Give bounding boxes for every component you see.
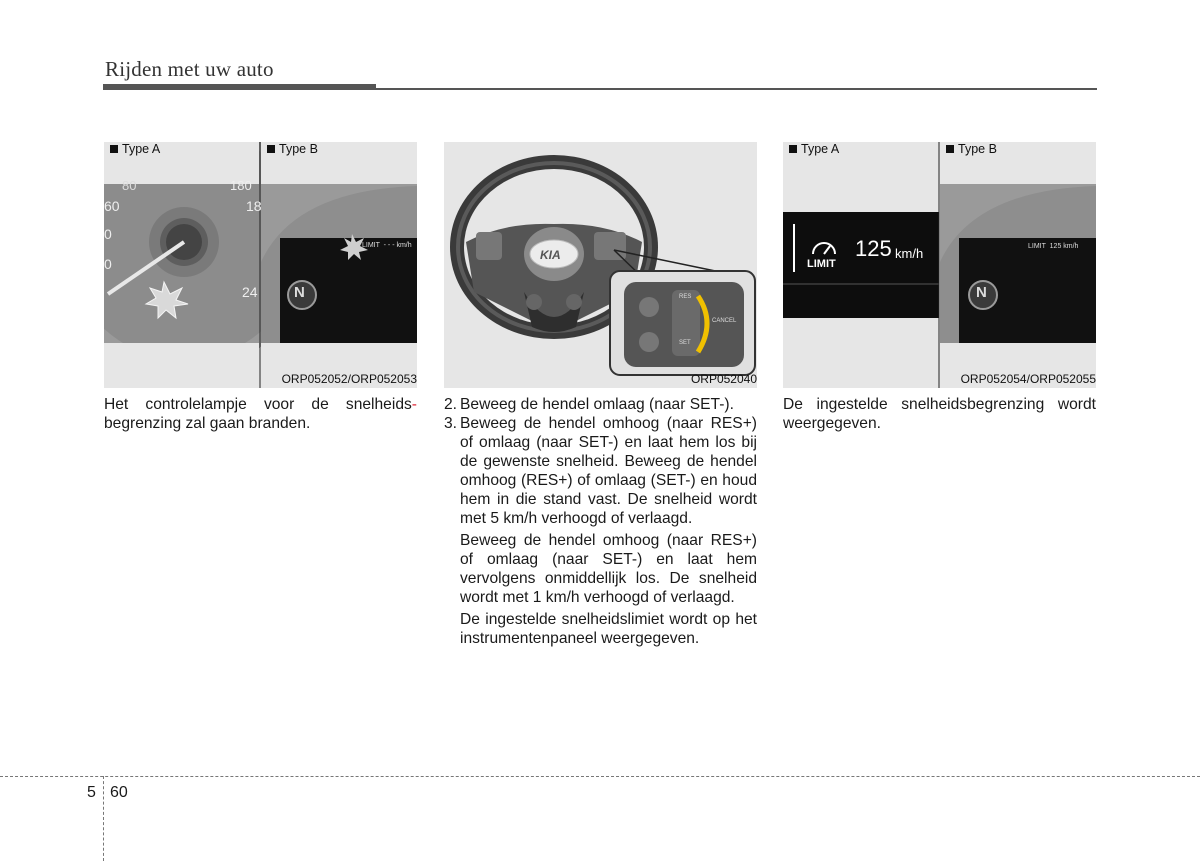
- step-2: 2. Beweeg de hendel omlaag (naar SET-).: [444, 396, 734, 413]
- square-bullet-icon: [110, 145, 118, 153]
- header-title: Rijden met uw auto: [105, 57, 274, 81]
- figure-1-type-a-label: Type A: [110, 142, 160, 156]
- step-3: 3. Beweeg de hendel omhoog (naar RES+) of omlaag (naar SET-) en laat hem los bij de gewenste snelheid. Beweeg de hendel omhoog (RES+) of omlaag (SET-) en houd hem in die stand vast. De snelheid wordt met 5 km/h verhoogd of verlaagd.: [444, 415, 757, 527]
- header-rule-thick: [103, 84, 376, 90]
- step-3-paragraph-2: De ingestelde snelheidslimiet wordt op het instrumentenpaneel weergegeven.: [460, 611, 757, 647]
- figure-1: [104, 142, 417, 388]
- square-bullet-icon: [789, 145, 797, 153]
- figure-2: [444, 142, 757, 388]
- gauge-tick-24: 24: [242, 284, 258, 300]
- cluster-limit-display-text: LIMIT - - - km/h: [362, 242, 412, 249]
- figure-3-type-a-label: Type A: [789, 142, 839, 156]
- page-chapter-number: 5: [87, 784, 96, 801]
- gauge-tick-180: 180: [230, 178, 252, 193]
- page-number: 60: [110, 784, 128, 801]
- figure-2-code: ORP052040: [690, 372, 757, 386]
- gauge-tick-0a: 0: [104, 226, 112, 242]
- cluster-limit-small-text: LIMIT 125 km/h: [1028, 243, 1079, 250]
- header-rule-thin: [376, 88, 1097, 90]
- square-bullet-icon: [946, 145, 954, 153]
- square-bullet-icon: [267, 145, 275, 153]
- figure-3-code: ORP052054/ORP052055: [960, 372, 1096, 386]
- footer-vertical-rule: [103, 776, 104, 861]
- gauge-tick-18: 18: [246, 198, 262, 214]
- figure-1-illustration: [104, 142, 417, 388]
- gauge-tick-0b: 0: [104, 256, 112, 272]
- steering-wheel-illustration: [444, 142, 757, 388]
- footer-rule: [0, 776, 1200, 777]
- figure-1-type-b-label: Type B: [267, 142, 318, 156]
- limit-label: LIMIT: [807, 258, 836, 270]
- column1-text: Het controlelampje voor de snelheids- begrenzing zal gaan branden.: [104, 396, 417, 432]
- switch-res-label: RES: [679, 294, 692, 300]
- column3-text: De ingestelde snelheidsbegrenzing wordt weergegeven.: [783, 396, 1096, 432]
- gear-indicator-n: N: [294, 284, 305, 301]
- gear-indicator-n: N: [976, 284, 987, 301]
- speed-value: 125: [855, 236, 892, 261]
- switch-set-label: SET: [679, 340, 691, 346]
- figure-1-code: ORP052052/ORP052053: [281, 372, 417, 386]
- switch-cancel-label: CANCEL: [712, 318, 737, 324]
- gauge-tick-60: 60: [104, 198, 120, 214]
- column2-text: [444, 395, 757, 648]
- speed-unit: km/h: [895, 246, 924, 261]
- step-3-paragraph-1: Beweeg de hendel omhoog (naar RES+) of omlaag (naar SET-) en laat hem vervolgens onmiddellijk los. De snelheid wordt met 1 km/h verhoogd of verlaagd.: [460, 532, 757, 606]
- figure-3-type-b-label: Type B: [946, 142, 997, 156]
- steering-wheel-logo: KIA: [540, 248, 561, 262]
- figure-3: [783, 142, 1096, 388]
- gauge-tick-80: 80: [122, 178, 137, 193]
